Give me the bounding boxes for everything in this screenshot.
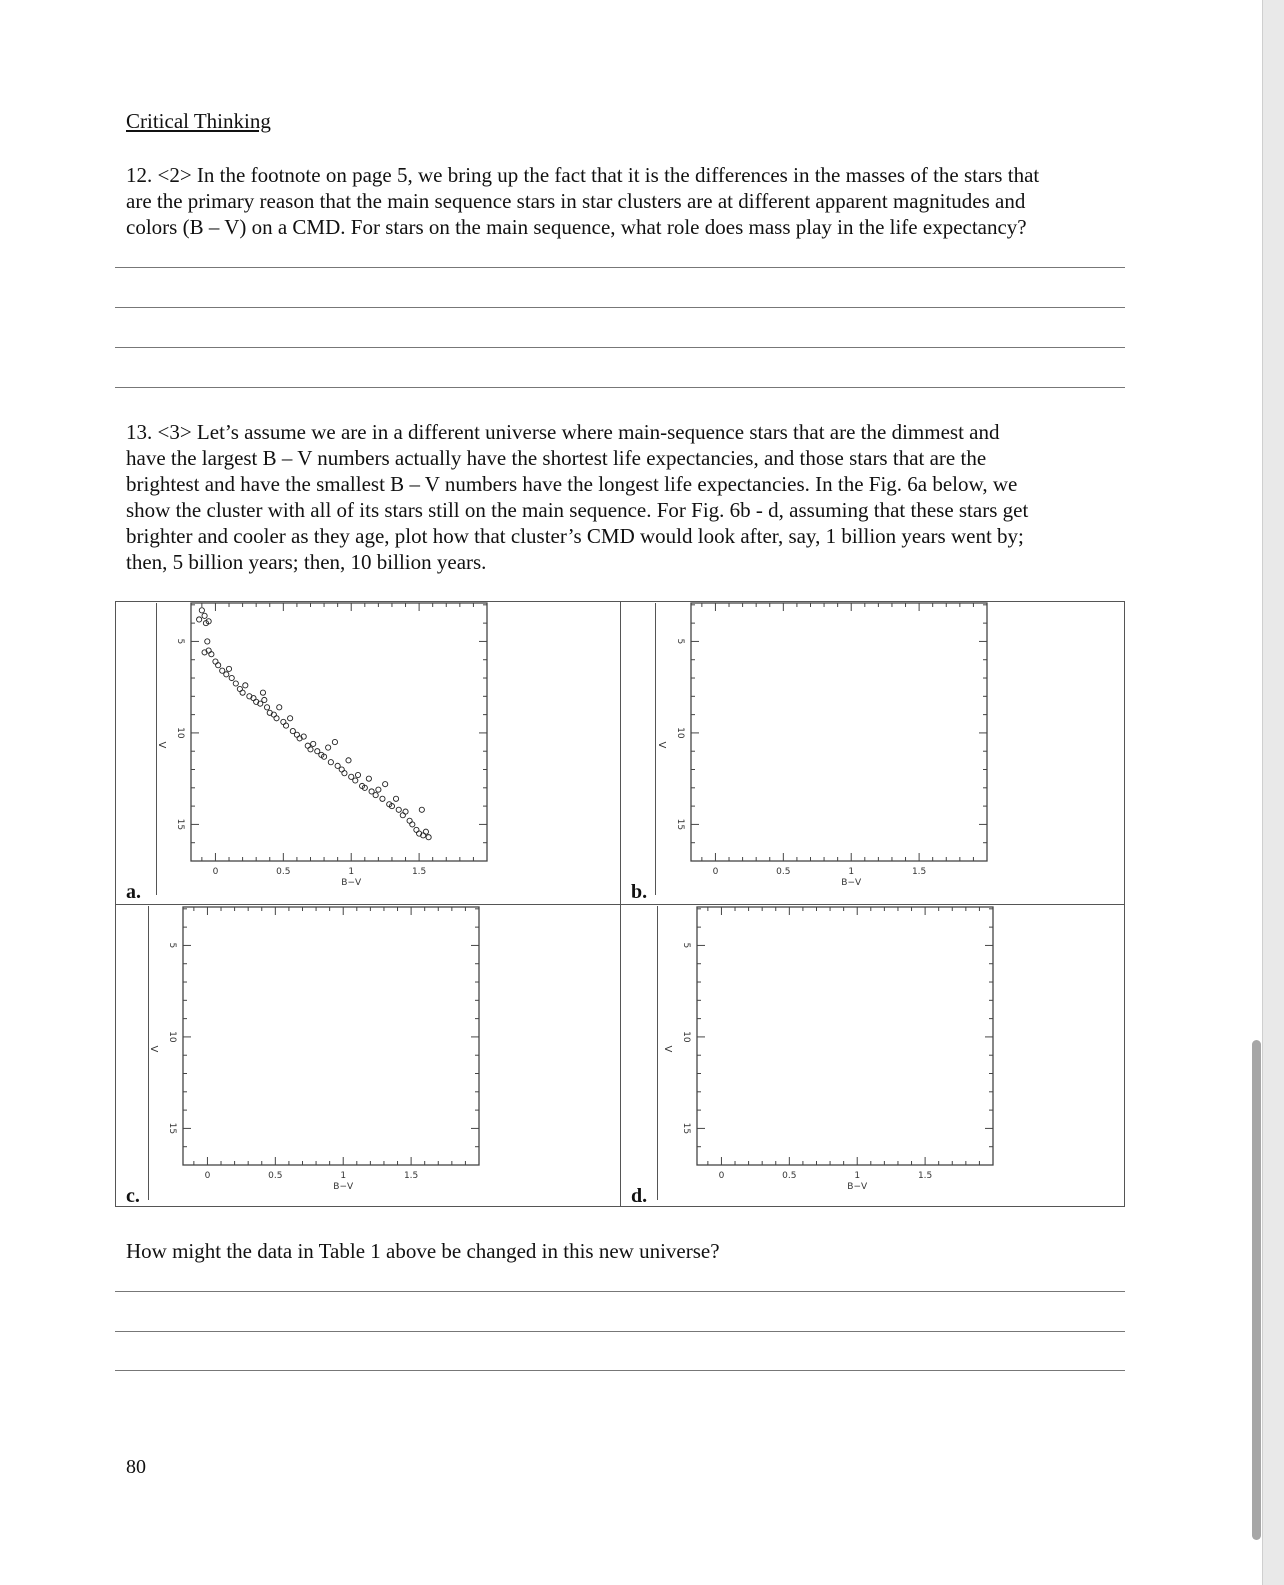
- data-point: [262, 697, 267, 702]
- panel-label-d: d.: [631, 1185, 648, 1207]
- x-tick-label: 1.5: [403, 1171, 419, 1181]
- data-point: [376, 787, 381, 792]
- data-point: [213, 659, 218, 664]
- data-point: [209, 652, 214, 657]
- x-tick-label: 0.5: [776, 867, 791, 877]
- x-tick-label: 0.5: [782, 1171, 797, 1181]
- panel-label-b: b.: [631, 881, 648, 903]
- cmd-panel-c[interactable]: [115, 904, 620, 1207]
- panel-edge: [657, 906, 658, 1200]
- y-axis-label: V: [656, 741, 667, 749]
- y-tick-label: 5: [675, 638, 685, 645]
- x-tick-label: 1: [854, 1171, 861, 1181]
- data-point: [342, 771, 347, 776]
- data-point: [283, 723, 288, 728]
- q12-line: are the primary reason that the main sequence stars in star clusters are at different apparent magnitudes and: [126, 189, 1026, 213]
- x-tick-label: 0: [212, 867, 219, 877]
- y-tick-label: 15: [167, 1122, 177, 1135]
- data-point: [260, 690, 265, 695]
- y-axis-label: V: [662, 1045, 673, 1053]
- q13-line: have the largest B – V numbers actually have the shortest life expectancies, and those stars that are the: [126, 446, 987, 470]
- y-tick-label: 10: [175, 727, 185, 739]
- data-point: [353, 778, 358, 783]
- answer-line[interactable]: [115, 1291, 1125, 1292]
- scrollbar-track[interactable]: [1262, 0, 1284, 1585]
- panel-label-c: c.: [126, 1185, 140, 1207]
- panel-edge: [148, 906, 149, 1200]
- data-point: [396, 807, 401, 812]
- q12-line: colors (B – V) on a CMD. For stars on the main sequence, what role does mass play in the life expectancy?: [126, 215, 1027, 239]
- data-point: [288, 716, 293, 721]
- data-point: [229, 675, 234, 680]
- q13-followup: How might the data in Table 1 above be changed in this new universe?: [126, 1239, 720, 1263]
- plot-frame: [691, 603, 987, 861]
- plot-frame: [183, 907, 479, 1165]
- section-title: Critical Thinking: [126, 109, 271, 133]
- panel-edge: [655, 603, 656, 895]
- y-tick-label: 10: [675, 727, 685, 739]
- data-point: [410, 822, 415, 827]
- data-point: [281, 719, 286, 724]
- data-point: [216, 663, 221, 668]
- data-point: [243, 683, 248, 688]
- scrollbar-thumb[interactable]: [1252, 1040, 1261, 1540]
- data-point: [403, 809, 408, 814]
- data-point: [332, 739, 337, 744]
- q12-line: 12. <2> In the footnote on page 5, we bring up the fact that it is the differences in the masses of the stars that: [126, 163, 1040, 187]
- cmd-panel-b[interactable]: [620, 601, 1125, 904]
- data-point: [311, 741, 316, 746]
- y-tick-label: 15: [175, 818, 185, 831]
- x-axis-label: B−V: [847, 1182, 868, 1192]
- data-point: [393, 796, 398, 801]
- y-tick-label: 5: [167, 942, 177, 949]
- data-point: [226, 666, 231, 671]
- x-tick-label: 1.5: [411, 867, 427, 877]
- q13-line: then, 5 billion years; then, 10 billion years.: [126, 550, 487, 574]
- y-axis-label: V: [148, 1045, 159, 1053]
- answer-line[interactable]: [115, 307, 1125, 308]
- data-point: [224, 672, 229, 677]
- q13-line: brighter and cooler as they age, plot how that cluster’s CMD would look after, say, 1 billion years went by;: [126, 524, 1024, 548]
- y-tick-label: 5: [175, 638, 185, 645]
- data-point: [373, 793, 378, 798]
- data-point: [419, 807, 424, 812]
- answer-line[interactable]: [115, 1370, 1125, 1371]
- answer-line[interactable]: [115, 1331, 1125, 1332]
- cmd-panel-d[interactable]: [620, 904, 1125, 1207]
- y-tick-label: 10: [681, 1031, 691, 1043]
- cmd-panel-a[interactable]: [115, 601, 620, 904]
- plot-frame: [191, 603, 487, 861]
- data-point: [423, 829, 428, 834]
- data-point: [205, 639, 210, 644]
- data-point: [274, 716, 279, 721]
- panel-edge: [156, 603, 157, 895]
- y-tick-label: 15: [675, 818, 685, 831]
- x-tick-label: 1: [848, 867, 855, 877]
- data-point: [294, 732, 299, 737]
- data-point: [339, 767, 344, 772]
- data-point: [264, 705, 269, 710]
- x-tick-label: 0: [204, 1171, 211, 1181]
- data-point: [346, 758, 351, 763]
- data-point: [380, 796, 385, 801]
- data-point: [277, 705, 282, 710]
- q13-line: 13. <3> Let’s assume we are in a different universe where main-sequence stars that are the dimmest and: [126, 420, 1000, 444]
- data-point: [197, 617, 202, 622]
- page-number: 80: [126, 1456, 146, 1478]
- y-tick-label: 15: [681, 1122, 691, 1135]
- data-point: [202, 613, 207, 618]
- x-tick-label: 0: [718, 1171, 725, 1181]
- answer-line[interactable]: [115, 387, 1125, 388]
- y-tick-label: 10: [167, 1031, 177, 1043]
- data-point: [240, 690, 245, 695]
- x-tick-label: 0.5: [268, 1171, 283, 1181]
- y-axis-label: V: [156, 741, 167, 749]
- answer-line[interactable]: [115, 347, 1125, 348]
- q13-line: show the cluster with all of its stars still on the main sequence. For Fig. 6b - d, assuming that these stars get: [126, 498, 1029, 522]
- x-axis-label: B−V: [341, 878, 362, 888]
- y-tick-label: 5: [681, 942, 691, 949]
- data-point: [407, 818, 412, 823]
- data-point: [366, 776, 371, 781]
- data-point: [326, 745, 331, 750]
- data-point: [426, 835, 431, 840]
- x-tick-label: 0: [712, 867, 719, 877]
- x-axis-label: B−V: [841, 878, 862, 888]
- data-point: [199, 608, 204, 613]
- x-tick-label: 0.5: [276, 867, 291, 877]
- x-tick-label: 1: [340, 1171, 347, 1181]
- data-point: [233, 681, 238, 686]
- answer-line[interactable]: [115, 267, 1125, 268]
- x-tick-label: 1.5: [917, 1171, 933, 1181]
- data-point: [305, 743, 310, 748]
- data-point: [237, 686, 242, 691]
- x-axis-label: B−V: [333, 1182, 354, 1192]
- data-point: [400, 813, 405, 818]
- data-point: [308, 747, 313, 752]
- data-point: [355, 772, 360, 777]
- x-tick-label: 1.5: [911, 867, 927, 877]
- panel-label-a: a.: [126, 881, 141, 903]
- data-point: [328, 760, 333, 765]
- data-point: [383, 782, 388, 787]
- q13-line: brightest and have the smallest B – V numbers have the longest life expectancies. In the Fig. 6a below, we: [126, 472, 1018, 496]
- data-point: [414, 827, 419, 832]
- plot-frame: [697, 907, 993, 1165]
- x-tick-label: 1: [348, 867, 355, 877]
